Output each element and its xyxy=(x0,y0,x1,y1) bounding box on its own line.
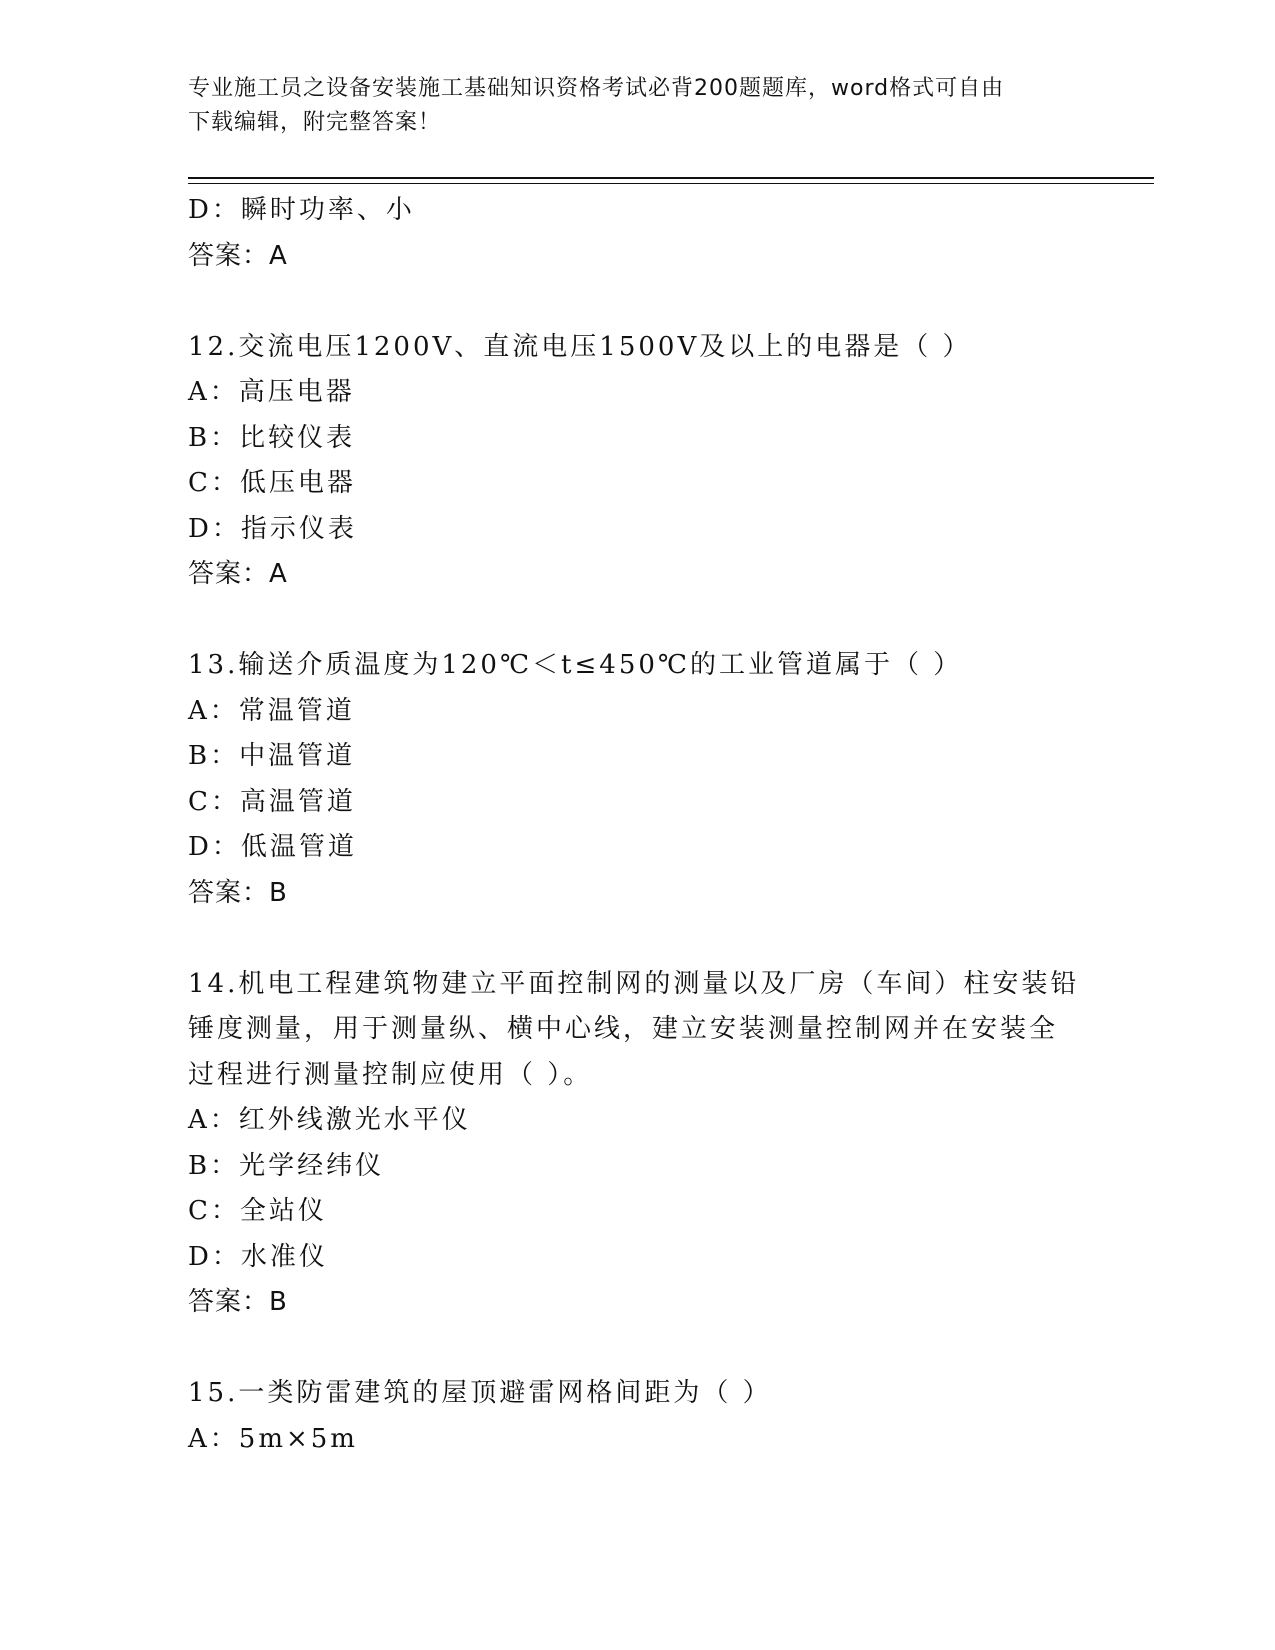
previous-question-tail xyxy=(188,188,1088,279)
question-list xyxy=(188,188,1088,1462)
answer-line: 答案：B xyxy=(188,1287,288,1317)
header-title-line-2: 下载编辑，附完整答案！ xyxy=(188,110,442,135)
question-stem-line-1: 14.机电工程建筑物建立平面控制网的测量以及厂房（车间）柱安装铅 xyxy=(188,968,1080,999)
option-a: A：常温管道 xyxy=(188,695,355,726)
spacer xyxy=(188,1326,1088,1372)
option-d: D：瞬时功率、小 xyxy=(188,195,415,225)
spacer xyxy=(188,916,1088,962)
option-d: D：低温管道 xyxy=(188,832,357,862)
spacer xyxy=(188,279,1088,325)
question-stem-line-2: 锤度测量，用于测量纵、横中心线，建立安装测量控制网并在安装全 xyxy=(188,1014,1059,1044)
option-b: B：比较仪表 xyxy=(188,422,356,453)
header-divider-thick xyxy=(188,177,1154,179)
answer-line: 答案：B xyxy=(188,877,288,908)
option-b: B：光学经纬仪 xyxy=(188,1150,385,1181)
option-c: C：高温管道 xyxy=(188,786,356,817)
header-divider-thin xyxy=(188,183,1154,184)
question-13 xyxy=(188,643,1088,916)
question-stem-line-3: 过程进行测量控制应使用（ ）。 xyxy=(188,1059,593,1090)
spacer xyxy=(188,598,1088,644)
question-stem: 12.交流电压1200V、直流电压1500V及以上的电器是（ ） xyxy=(188,331,972,362)
option-a: A：红外线激光水平仪 xyxy=(188,1105,471,1135)
question-15 xyxy=(188,1371,1088,1462)
header-title-line-1: 专业施工员之设备安装施工基础知识资格考试必背200题题库，word格式可自由 xyxy=(188,76,1005,101)
document-header xyxy=(188,72,1068,140)
option-d: D：水准仪 xyxy=(188,1241,328,1272)
option-c: C：全站仪 xyxy=(188,1196,327,1226)
question-14 xyxy=(188,962,1088,1326)
option-d: D：指示仪表 xyxy=(188,513,357,544)
option-a: A：高压电器 xyxy=(188,377,355,407)
answer-line: 答案：A xyxy=(188,559,288,589)
answer-line: 答案：A xyxy=(188,240,288,271)
question-stem: 15.一类防雷建筑的屋顶避雷网格间距为（ ） xyxy=(188,1378,772,1408)
option-b: B：中温管道 xyxy=(188,741,356,771)
question-stem: 13.输送介质温度为120℃＜t≤450℃的工业管道属于（ ） xyxy=(188,650,963,680)
option-c: C：低压电器 xyxy=(188,468,356,498)
question-12 xyxy=(188,325,1088,598)
option-a: A：5m×5m xyxy=(188,1423,358,1454)
